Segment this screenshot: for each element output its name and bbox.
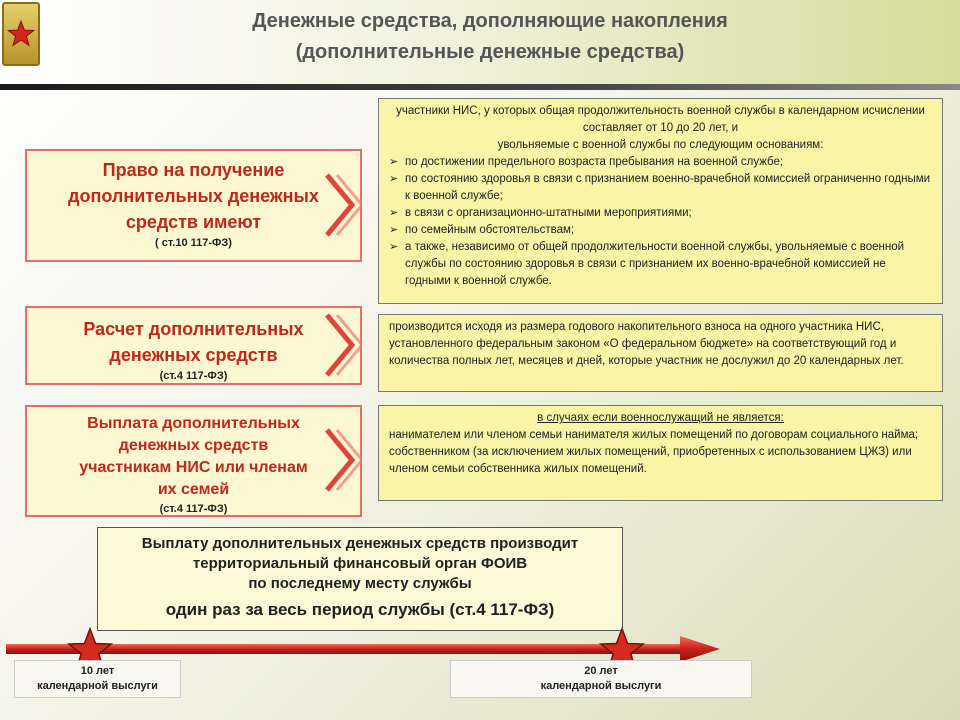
emblem-star-icon [7, 20, 35, 48]
header-divider [0, 84, 960, 90]
block-heading: Право на получение дополнительных денежных средств имеют [68, 160, 319, 232]
list-item: ➢ по семейным обстоятельствам; [389, 222, 932, 239]
block-payment [25, 405, 362, 517]
authority-line-3: по последнему месту службы [248, 575, 472, 592]
list-item: ➢ по достижении предельного возраста пребывания на военной службе; [389, 154, 932, 171]
calculation-text: производится исходя из размера годового накопительного взноса на одного участника НИС, установленного федеральным законом «О федеральном бюджете» на соответствующий год и количества полных лет, месяцев и дней, которые участник не дослужил до 20 календарных лет. [389, 321, 904, 367]
payment-condition: в случаях если военнослужащий не является: [537, 412, 784, 424]
payment-condition-2: собственником (за исключением жилых помещений, приобретенных с использованием ЦЖЗ) или членом семьи собственника жилых помещений. [389, 446, 912, 475]
timeline-label-20 [450, 660, 752, 698]
block-heading: Выплата дополнительных денежных средств участникам НИС или членам их семей [79, 415, 308, 498]
block-rights [25, 149, 362, 262]
rights-details [378, 98, 943, 304]
timeline-years: 20 лет [584, 665, 618, 677]
chevron-right-icon [322, 170, 362, 240]
block-law-ref: ( ст.10 117-ФЗ) [155, 237, 232, 249]
block-law-ref: (ст.4 117-ФЗ) [159, 370, 228, 382]
rights-list [389, 154, 932, 290]
page-title [180, 6, 800, 68]
title-line-2: (дополнительные денежные средства) [295, 41, 685, 63]
chevron-right-icon [322, 425, 362, 495]
authority-line-2: территориальный финансовый орган ФОИВ [192, 555, 528, 572]
title-line-1: Денежные средства, дополняющие накопления [252, 10, 728, 32]
timeline-caption: календарной выслуги [540, 680, 662, 692]
payment-authority-box [97, 527, 623, 631]
block-calculation [25, 306, 362, 385]
chevron-right-icon [322, 310, 362, 380]
block-heading: Расчет дополнительных денежных средств [83, 319, 304, 365]
list-item: ➢ по состоянию здоровья в связи с признанием военно-врачебной комиссией ограниченно годными к военной службе; [389, 171, 932, 205]
rights-intro-2: увольняемые с военной службы по следующим основаниям: [497, 139, 824, 151]
list-item: ➢ а также, независимо от общей продолжительности военной службы, увольняемые с военной службы по состоянию здоровья в связи с признанием их военно-врачебной комиссией не годными к военной службе. [389, 239, 932, 290]
timeline-caption: календарной выслуги [37, 680, 158, 692]
calculation-details [378, 314, 943, 392]
timeline-years: 10 лет [80, 665, 115, 677]
rights-intro: участники НИС, у которых общая продолжительность военной службы в календарном исчислении составляет от 10 до 20 лет, и [396, 105, 925, 134]
authority-line-1: Выплату дополнительных денежных средств производит [141, 535, 579, 552]
emblem-icon [2, 2, 40, 66]
timeline-label-10 [14, 660, 181, 698]
payment-condition-1: нанимателем или членом семьи нанимателя жилых помещений по договорам социального найма; [389, 429, 919, 441]
authority-line-4: один раз за весь период службы (ст.4 117-ФЗ) [165, 600, 555, 619]
list-item: ➢ в связи с организационно-штатными мероприятиями; [389, 205, 932, 222]
payment-details [378, 405, 943, 501]
block-law-ref: (ст.4 117-ФЗ) [159, 503, 228, 515]
